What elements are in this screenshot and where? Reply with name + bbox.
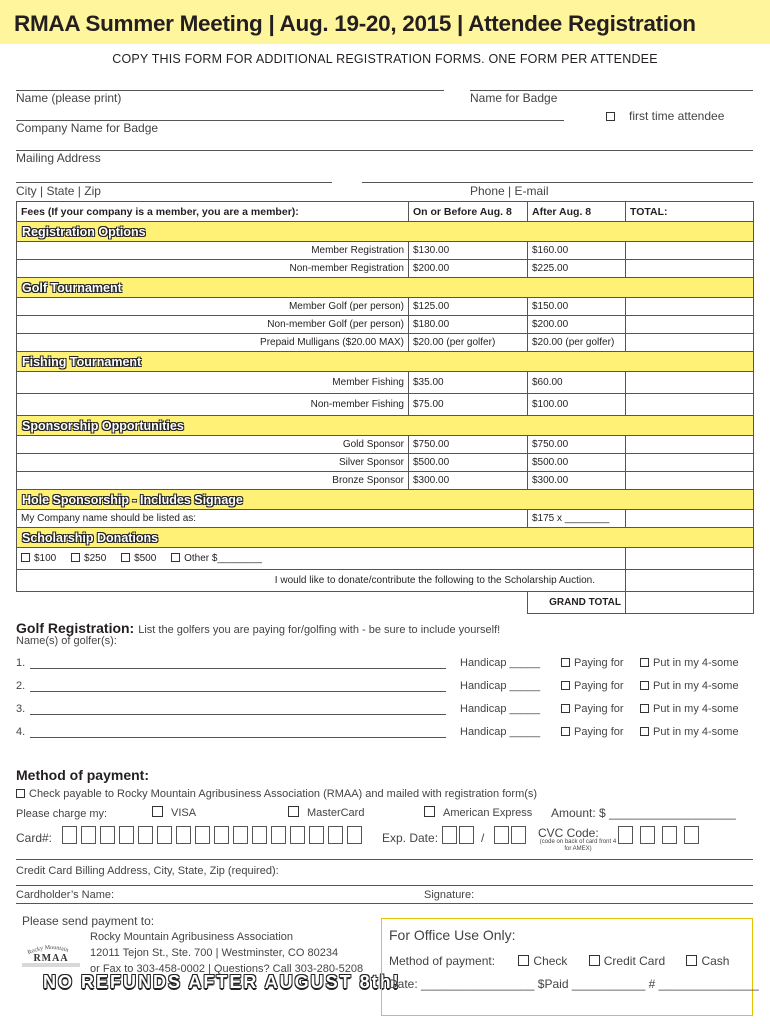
total-cell[interactable] (626, 260, 754, 278)
check-option[interactable] (16, 788, 537, 800)
cvc-box[interactable] (662, 826, 677, 844)
golfer-row (16, 680, 756, 694)
company-label: Company Name for Badge (16, 121, 159, 135)
office-date-row[interactable]: Date: _________________ $Paid ___________ # _______________ (389, 977, 759, 991)
row-label: Gold Sponsor (17, 436, 409, 454)
total-cell[interactable] (626, 570, 754, 592)
office-credit-checkbox[interactable] (589, 955, 600, 966)
donation-option-other[interactable] (171, 553, 262, 564)
donation-label: $500 (134, 553, 157, 564)
charge-label: Please charge my: (16, 808, 108, 820)
cvc-box[interactable] (618, 826, 633, 844)
golfer-row (16, 657, 756, 671)
check-checkbox[interactable] (16, 789, 25, 798)
late-price: $500.00 (528, 454, 626, 472)
paying-checkbox[interactable] (561, 658, 570, 667)
hole-company-field[interactable]: My Company name should be listed as: (17, 510, 528, 528)
total-cell[interactable] (626, 394, 754, 416)
mastercard-label: MasterCard (307, 807, 365, 819)
table-row (17, 436, 754, 454)
paying-label: Paying for (574, 657, 624, 669)
handicap-field[interactable]: Handicap _____ (460, 703, 541, 715)
scholarship-title: Scholarship Donations (22, 530, 159, 545)
foursome-option[interactable] (640, 657, 739, 669)
paying-for-option[interactable] (561, 657, 624, 669)
late-price: $225.00 (528, 260, 626, 278)
donation-label: Other $________ (184, 553, 262, 564)
visa-checkbox[interactable] (152, 806, 163, 817)
paying-checkbox[interactable] (561, 727, 570, 736)
total-cell[interactable] (626, 436, 754, 454)
foursome-checkbox[interactable] (640, 658, 649, 667)
card-digit-box[interactable] (81, 826, 96, 844)
first-time-label: first time attendee (629, 109, 725, 123)
early-price: $130.00 (409, 242, 528, 260)
office-cash-option[interactable] (686, 954, 729, 968)
billing-field-line[interactable] (16, 885, 753, 886)
hole-title: Hole Sponsorship - Includes Signage (22, 492, 243, 507)
office-check-label: Check (533, 954, 568, 968)
card-digit-box[interactable] (252, 826, 267, 844)
mail-line-2: 12011 Tejon St., Ste. 700 | Westminster, CO 80234 (90, 947, 339, 959)
grand-total-row (17, 592, 754, 614)
foursome-checkbox[interactable] (640, 704, 649, 713)
paying-checkbox[interactable] (561, 704, 570, 713)
badge-name-field[interactable] (470, 90, 753, 91)
billing-address-line[interactable] (16, 859, 753, 860)
paying-checkbox[interactable] (561, 681, 570, 690)
early-price: $125.00 (409, 298, 528, 316)
foursome-option[interactable] (640, 703, 739, 715)
mailing-label: Mailing Address (16, 151, 101, 165)
mastercard-option[interactable] (288, 806, 364, 819)
early-header: On or Before Aug. 8 (409, 202, 528, 222)
early-price: $750.00 (409, 436, 528, 454)
handicap-field[interactable]: Handicap _____ (460, 680, 541, 692)
card-digit-box[interactable] (157, 826, 172, 844)
donation-options (17, 548, 626, 570)
golfer-number: 1. (16, 657, 26, 669)
golfer-number: 4. (16, 726, 26, 738)
handicap-field[interactable]: Handicap _____ (460, 726, 541, 738)
auction-label: I would like to donate/contribute the following to the Scholarship Auction. (17, 570, 626, 592)
section-scholarship (17, 528, 754, 548)
early-price: $300.00 (409, 472, 528, 490)
early-price: $20.00 (per golfer) (409, 334, 528, 352)
golfer-name-field[interactable] (30, 668, 446, 669)
total-cell[interactable] (626, 298, 754, 316)
sponsorship-title: Sponsorship Opportunities (22, 418, 184, 433)
total-cell[interactable] (626, 372, 754, 394)
office-credit-option[interactable] (589, 954, 665, 968)
card-digit-box[interactable] (138, 826, 153, 844)
donation-checkbox[interactable] (71, 553, 80, 562)
fees-header-row (17, 202, 754, 222)
card-digit-box[interactable] (100, 826, 115, 844)
foursome-option[interactable] (640, 680, 739, 692)
row-label: Non-member Registration (17, 260, 409, 278)
donation-label: $250 (84, 553, 107, 564)
exp-box[interactable] (511, 826, 526, 844)
table-row (17, 570, 754, 592)
foursome-label: Put in my 4-some (653, 657, 739, 669)
golfer-number: 2. (16, 680, 26, 692)
billing-label: Credit Card Billing Address, City, State, Zip (required): (16, 865, 279, 877)
city-label: City | State | Zip (16, 184, 101, 198)
card-digit-box[interactable] (214, 826, 229, 844)
late-price: $750.00 (528, 436, 626, 454)
fees-header-label: Fees (If your company is a member, you are a member): (17, 202, 409, 222)
check-label: Check payable to Rocky Mountain Agribusiness Association (RMAA) and mailed with registration form(s) (29, 788, 538, 800)
row-label: Bronze Sponsor (17, 472, 409, 490)
mail-line-1: Rocky Mountain Agribusiness Association (90, 931, 293, 943)
early-price: $200.00 (409, 260, 528, 278)
first-time-option[interactable] (606, 109, 724, 123)
foursome-label: Put in my 4-some (653, 680, 739, 692)
table-row (17, 334, 754, 352)
golfer-name-field[interactable] (30, 691, 446, 692)
no-refunds-notice: NO REFUNDS AFTER AUGUST 8th! (43, 972, 401, 992)
total-cell[interactable] (626, 454, 754, 472)
row-label: Member Golf (per person) (17, 298, 409, 316)
cardholder-label: Cardholder’s Name: (16, 889, 115, 901)
page-subtitle: COPY THIS FORM FOR ADDITIONAL REGISTRATION FORMS. ONE FORM PER ATTENDEE (112, 52, 658, 66)
name-field[interactable] (16, 90, 444, 91)
exp-box[interactable] (459, 826, 474, 844)
card-digit-box[interactable] (119, 826, 134, 844)
table-row (17, 242, 754, 260)
grand-total-cell[interactable] (626, 592, 754, 614)
table-row (17, 260, 754, 278)
golfer-row (16, 703, 756, 717)
fishing-title: Fishing Tournament (22, 354, 142, 369)
foursome-checkbox[interactable] (640, 727, 649, 736)
cvc-label: CVC Code: (538, 826, 599, 840)
payment-title: Method of payment: (16, 767, 149, 783)
paying-for-option[interactable] (561, 726, 624, 738)
row-label: Silver Sponsor (17, 454, 409, 472)
table-row (17, 454, 754, 472)
donation-label: $100 (34, 553, 57, 564)
office-check-checkbox[interactable] (518, 955, 529, 966)
registration-title: Registration Options (22, 224, 146, 239)
foursome-option[interactable] (640, 726, 739, 738)
card-digit-box[interactable] (290, 826, 305, 844)
paying-label: Paying for (574, 703, 624, 715)
donation-checkbox[interactable] (121, 553, 130, 562)
page-title: RMAA Summer Meeting | Aug. 19-20, 2015 | Attendee Registration (14, 11, 696, 36)
total-cell[interactable] (626, 316, 754, 334)
total-header: TOTAL: (626, 202, 754, 222)
cvc-box[interactable] (684, 826, 699, 844)
golf-registration-instruction: List the golfers you are paying for/golfing with - be sure to include yourself! (138, 624, 501, 636)
office-method-label: Method of payment: (389, 954, 496, 968)
card-digit-box[interactable] (195, 826, 210, 844)
row-label: Non-member Fishing (17, 394, 409, 416)
exp-box[interactable] (442, 826, 457, 844)
donation-checkbox[interactable] (21, 553, 30, 562)
grand-total-label: GRAND TOTAL (528, 592, 626, 614)
donation-option-250[interactable] (71, 553, 106, 564)
cardholder-line[interactable] (16, 903, 753, 904)
golfer-name-field[interactable] (30, 714, 446, 715)
card-digit-box[interactable] (328, 826, 343, 844)
row-label: Member Registration (17, 242, 409, 260)
section-registration (17, 222, 754, 242)
visa-option[interactable] (152, 806, 196, 819)
table-row (17, 548, 754, 570)
section-hole (17, 490, 754, 510)
foursome-label: Put in my 4-some (653, 703, 739, 715)
golf-registration-title: Golf Registration: (16, 620, 135, 636)
card-digit-box[interactable] (62, 826, 77, 844)
amex-option[interactable] (424, 806, 532, 819)
late-price: $160.00 (528, 242, 626, 260)
table-row (17, 394, 754, 416)
cvc-box[interactable] (640, 826, 655, 844)
row-label: Prepaid Mulligans ($20.00 MAX) (17, 334, 409, 352)
row-label: Non-member Golf (per person) (17, 316, 409, 334)
visa-label: VISA (171, 807, 197, 819)
card-digit-box[interactable] (347, 826, 362, 844)
total-cell[interactable] (626, 510, 754, 528)
foursome-checkbox[interactable] (640, 681, 649, 690)
early-price: $35.00 (409, 372, 528, 394)
first-time-checkbox[interactable] (606, 112, 615, 121)
amount-field[interactable]: Amount: $ ___________________ (551, 806, 736, 820)
late-price: $100.00 (528, 394, 626, 416)
card-digit-box[interactable] (309, 826, 324, 844)
handicap-field[interactable]: Handicap _____ (460, 657, 541, 669)
office-check-option[interactable] (518, 954, 567, 968)
signature-label: Signature: (424, 889, 475, 901)
section-golf (17, 278, 754, 298)
card-digit-box[interactable] (233, 826, 248, 844)
late-price: $200.00 (528, 316, 626, 334)
exp-box[interactable] (494, 826, 509, 844)
total-cell[interactable] (626, 472, 754, 490)
office-method-row (389, 954, 729, 968)
golfer-number: 3. (16, 703, 26, 715)
donation-option-100[interactable] (21, 553, 56, 564)
total-cell[interactable] (626, 334, 754, 352)
early-price: $75.00 (409, 394, 528, 416)
paying-label: Paying for (574, 726, 624, 738)
section-fishing (17, 352, 754, 372)
early-price: $180.00 (409, 316, 528, 334)
mail-line-3: or Fax to 303-458-0002 | Questions? Call 303-280-5208 (90, 963, 364, 975)
office-cash-label: Cash (701, 954, 730, 968)
fees-table (16, 201, 754, 614)
golfer-names-label: Name(s) of golfer(s): (16, 635, 117, 647)
golf-title: Golf Tournament (22, 280, 122, 295)
early-price: $500.00 (409, 454, 528, 472)
late-price: $300.00 (528, 472, 626, 490)
card-digit-box[interactable] (176, 826, 191, 844)
exp-slash: / (481, 831, 485, 845)
name-label: Name (please print) (16, 91, 122, 105)
table-row (17, 372, 754, 394)
amex-checkbox[interactable] (424, 806, 435, 817)
badge-name-label: Name for Badge (470, 91, 558, 105)
mastercard-checkbox[interactable] (288, 806, 299, 817)
mailing-field[interactable] (16, 150, 753, 151)
amex-label: American Express (443, 807, 533, 819)
golfer-row (16, 726, 756, 740)
paying-for-option[interactable] (561, 703, 624, 715)
donation-checkbox[interactable] (171, 553, 180, 562)
section-sponsorship (17, 416, 754, 436)
logo-text: RMAA (33, 953, 69, 964)
exp-label: Exp. Date: (382, 831, 439, 845)
phone-label: Phone | E-mail (470, 184, 549, 198)
phone-field[interactable] (362, 182, 753, 183)
late-header: After Aug. 8 (528, 202, 626, 222)
office-cash-checkbox[interactable] (686, 955, 697, 966)
rmaa-logo (16, 938, 86, 970)
total-cell[interactable] (626, 548, 754, 570)
golfer-name-field[interactable] (30, 737, 446, 738)
table-row (17, 510, 754, 528)
card-digit-box[interactable] (271, 826, 286, 844)
hole-price: $175 x ________ (528, 510, 626, 528)
office-title: For Office Use Only: (389, 927, 516, 943)
logo-arc-text: Rocky Mountain (26, 944, 70, 957)
table-row (17, 298, 754, 316)
row-label: Member Fishing (17, 372, 409, 394)
office-use-box (381, 918, 759, 1016)
table-row (17, 316, 754, 334)
paying-for-option[interactable] (561, 680, 624, 692)
cvc-note: (code on back of card front 4 for AMEX) (539, 839, 617, 852)
paying-label: Paying for (574, 680, 624, 692)
late-price: $20.00 (per golfer) (528, 334, 626, 352)
card-label: Card#: (16, 831, 53, 845)
city-field[interactable] (16, 182, 332, 183)
foursome-label: Put in my 4-some (653, 726, 739, 738)
donation-option-500[interactable] (121, 553, 156, 564)
total-cell[interactable] (626, 242, 754, 260)
office-credit-label: Credit Card (603, 954, 666, 968)
table-row (17, 472, 754, 490)
late-price: $60.00 (528, 372, 626, 394)
mail-intro: Please send payment to: (22, 914, 155, 928)
late-price: $150.00 (528, 298, 626, 316)
